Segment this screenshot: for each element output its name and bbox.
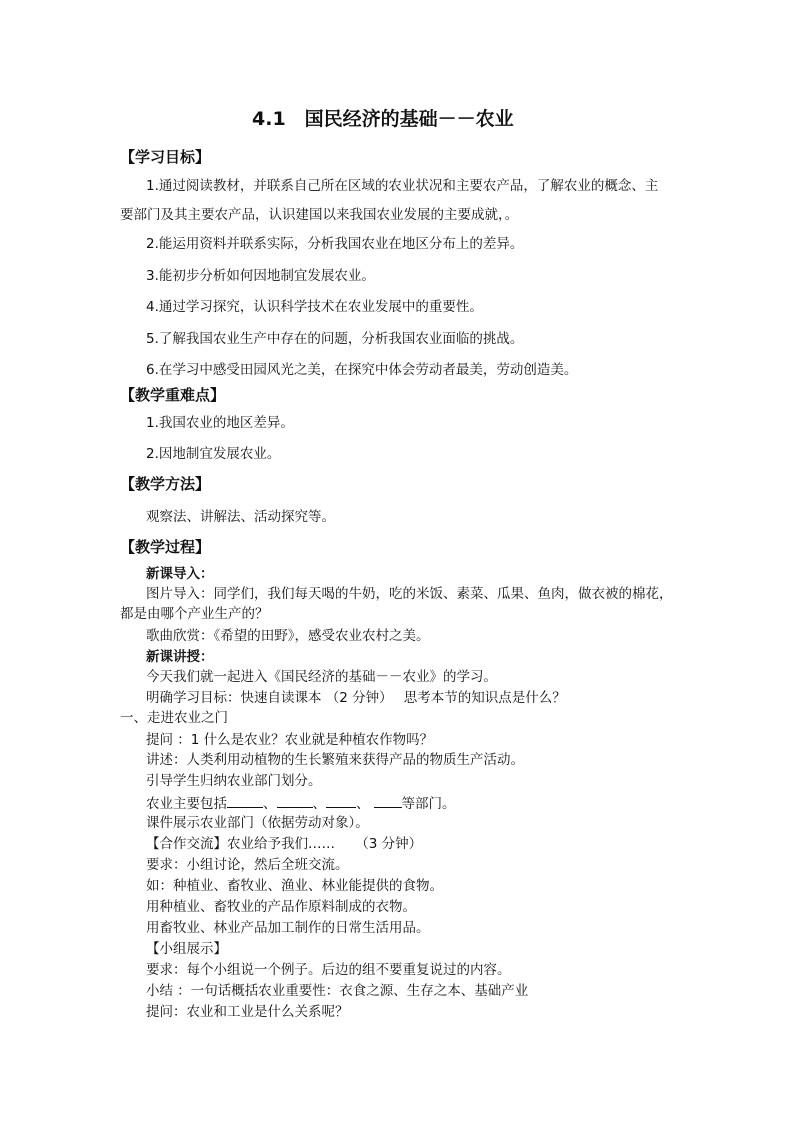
- key-point-line: 1.我国农业的地区差异。: [146, 415, 294, 431]
- section-line: 要求：每个小组说一个例子。后边的组不要重复说过的内容。: [146, 962, 511, 978]
- fill-separator: 、: [312, 796, 326, 812]
- process-heading: 【教学过程】: [120, 538, 211, 556]
- section-line: 小结 ：一句话概括农业重要性：衣食之源、生存之本、基础产业: [146, 983, 529, 999]
- objective-line: 5.了解我国农业生产中存在的问题，分析我国农业面临的挑战。: [146, 331, 524, 347]
- fill-separator: 、: [356, 796, 370, 812]
- section-line: 提问 ：1 什么是农业？农业就是种植农作物吗？: [146, 732, 434, 748]
- section-line: 讲述：人类利用动植物的生长繁殖来获得产品的物质生产活动。: [146, 752, 524, 768]
- section-line: 用种植业、畜牧业的产品作原料制成的衣物。: [146, 899, 416, 915]
- intro-label: 新课导入：: [146, 566, 214, 582]
- objective-line: 4.通过学习探究，认识科学技术在农业发展中的重要性。: [146, 299, 483, 315]
- section-line: 课件展示农业部门（依据劳动对象）。: [146, 815, 369, 831]
- objectives-heading: 【学习目标】: [120, 148, 211, 166]
- page-title: 4.1 国民经济的基础－－农业: [252, 108, 514, 130]
- section-line: 要求：小组讨论，然后全班交流。: [146, 857, 349, 873]
- objective-line: 6.在学习中感受田园风光之美，在探究中体会劳动者最美，劳动创造美。: [146, 362, 578, 378]
- methods-text: 观察法、讲解法、活动探究等。: [146, 509, 335, 525]
- key-point-line: 2.因地制宜发展农业。: [146, 446, 281, 462]
- fill-blank: [227, 793, 263, 808]
- lecture-line: 今天我们就一起进入《国民经济的基础－－农业》的学习。: [146, 669, 497, 685]
- section-line: 引导学生归纳农业部门划分。: [146, 773, 322, 789]
- lecture-line: 明确学习目标：快速自读课本 （2 分钟） 思考本节的知识点是什么？: [146, 690, 566, 706]
- section-line: 【合作交流】农业给予我们…… （3 分钟）: [146, 836, 423, 852]
- lecture-label: 新课讲授：: [146, 649, 214, 665]
- key-points-heading: 【教学重难点】: [120, 386, 226, 404]
- objective-line: 1.通过阅读教材，并联系自己所在区域的农业状况和主要农产品，了解农业的概念、主: [146, 178, 659, 194]
- fill-prefix: 农业主要包括: [146, 796, 227, 812]
- fill-blank: [326, 793, 356, 808]
- process-line: 歌曲欣赏：《希望的田野》，感受农业农村之美。: [146, 628, 430, 644]
- fill-separator: 、: [263, 796, 277, 812]
- section-line: 提问：农业和工业是什么关系呢？: [146, 1004, 349, 1020]
- section-line: 用畜牧业、林业产品加工制作的日常生活用品。: [146, 920, 430, 936]
- objective-line: 3.能初步分析如何因地制宜发展农业。: [146, 268, 375, 284]
- fill-blank: [277, 793, 313, 808]
- objective-line: 要部门及其主要农产品，认识建国以来我国农业发展的主要成就，。: [120, 207, 519, 223]
- process-line: 都是由哪个产业生产的？: [120, 606, 269, 622]
- section-heading: 一、走进农业之门: [120, 710, 228, 726]
- fill-blank: [374, 793, 402, 808]
- process-line: 图片导入：同学们，我们每天喝的牛奶，吃的米饭、素菜、瓜果、鱼肉，做衣被的棉花，: [146, 586, 673, 602]
- objective-line: 2.能运用资料并联系实际，分析我国农业在地区分布上的差异。: [146, 236, 524, 252]
- section-line: 【小组展示】: [146, 941, 227, 957]
- methods-heading: 【教学方法】: [120, 475, 211, 493]
- fill-suffix: 等部门。: [401, 796, 456, 812]
- section-line: 如：种植业、畜牧业、渔业、林业能提供的食物。: [146, 878, 443, 894]
- fill-in-line: [146, 793, 456, 813]
